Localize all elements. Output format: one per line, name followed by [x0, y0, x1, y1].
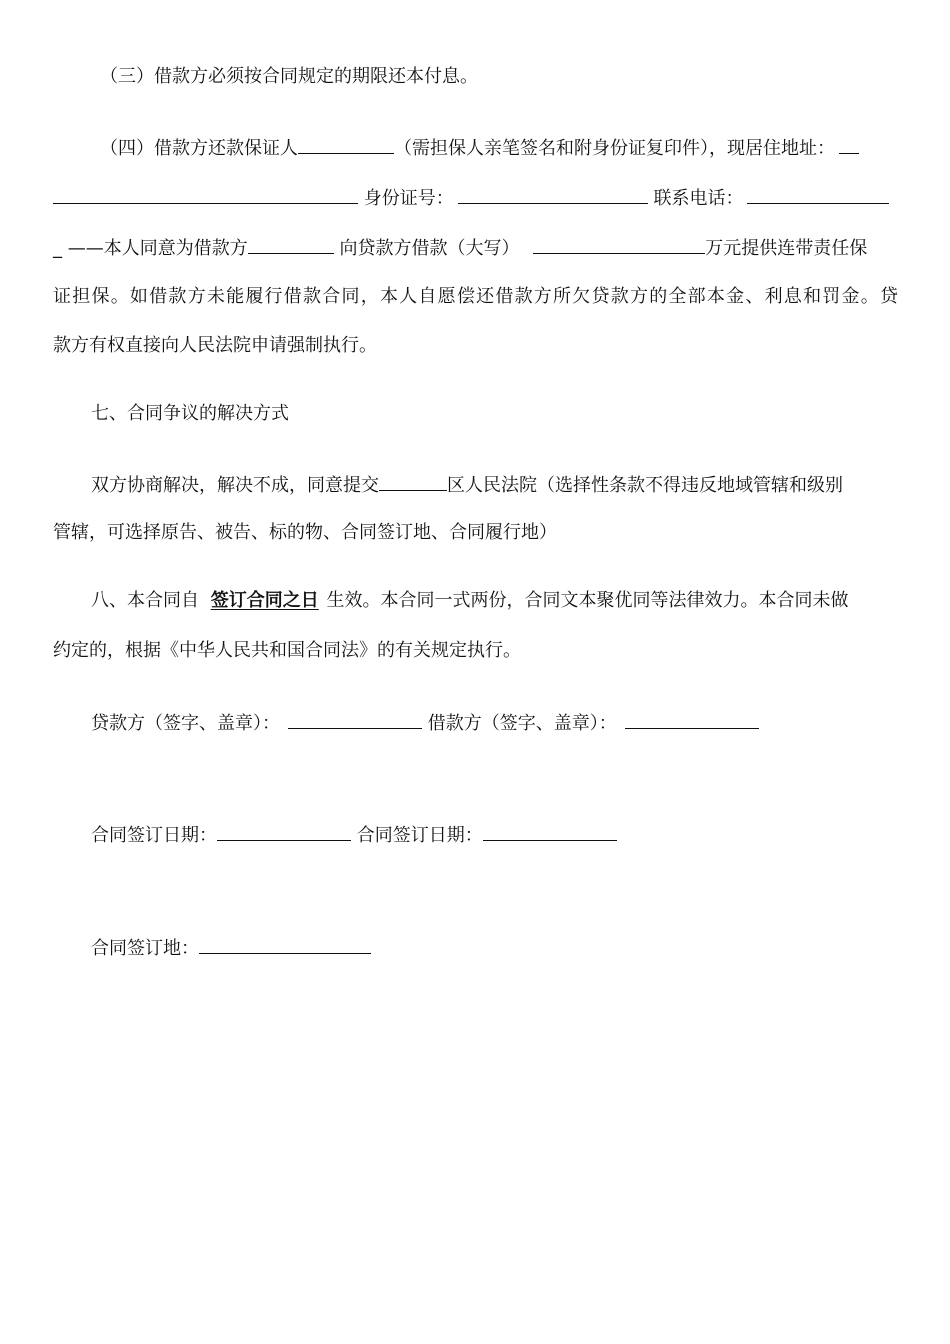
phone-label: 联系电话：	[653, 188, 744, 209]
address-blank[interactable]	[53, 183, 358, 204]
id-number-blank[interactable]	[458, 183, 648, 204]
signing-date-label-2: 合同签订日期：	[356, 825, 483, 846]
signature-row	[91, 708, 759, 734]
clause-3-text: （三）借款方必须按合同规定的期限还本付息。	[100, 66, 478, 87]
clause-4-line-5	[53, 333, 377, 359]
lender-signature-blank[interactable]	[288, 708, 422, 729]
section-7-heading	[91, 401, 289, 427]
id-number-label: 身份证号：	[363, 188, 454, 209]
effective-date-text: 签订合同之日	[210, 590, 319, 611]
lender-signature-label: 贷款方（签字、盖章）：	[91, 713, 280, 734]
address-blank-start[interactable]	[839, 133, 859, 154]
section-7-prefix: 双方协商解决，解决不成，同意提交	[91, 475, 379, 496]
clause-4-line-1	[100, 133, 859, 159]
clause-3	[100, 64, 478, 90]
underscore-mark: _	[53, 238, 62, 259]
signing-date-blank-2[interactable]	[483, 820, 617, 841]
clause-4-line-2	[53, 183, 889, 209]
clause-4-line-5-text: 款方有权直接向人民法院申请强制执行。	[53, 335, 377, 356]
clause-4-prefix: （四）借款方还款保证人	[100, 138, 298, 159]
section-8-line-2	[53, 638, 521, 664]
clause-4-line-3	[53, 233, 867, 259]
section-7-line-1	[91, 470, 843, 496]
borrow-text: 向贷款方借款（大写）	[339, 238, 520, 259]
section-7-line-2-text: 管辖，可选择原告、被告、标的物、合同签订地、合同履行地）	[53, 522, 557, 543]
borrower-blank[interactable]	[248, 233, 334, 254]
court-district-blank[interactable]	[379, 470, 447, 491]
section-7-line-2	[53, 520, 557, 546]
section-8-suffix: 生效。本合同一式两份，合同文本聚优同等法律效力。本合同未做	[326, 590, 849, 611]
borrower-signature-label: 借款方（签字、盖章）：	[427, 713, 617, 734]
borrower-signature-blank[interactable]	[625, 708, 759, 729]
signing-date-label-1: 合同签订日期：	[91, 825, 217, 846]
guarantor-name-blank[interactable]	[298, 133, 394, 154]
amount-blank[interactable]	[533, 233, 705, 254]
place-row	[91, 933, 371, 959]
section-8-line-2-text: 约定的，根据《中华人民共和国合同法》的有关规定执行。	[53, 640, 521, 661]
signing-place-label: 合同签订地：	[91, 938, 199, 959]
section-8-line-1	[91, 588, 848, 614]
consent-text: ——本人同意为借款方	[67, 238, 248, 259]
section-7-heading-text: 七、合同争议的解决方式	[91, 403, 289, 424]
date-row	[91, 820, 617, 846]
phone-blank[interactable]	[747, 183, 889, 204]
amount-suffix: 万元提供连带责任保	[705, 238, 868, 259]
clause-4-line-4: 证担保。如借款方未能履行借款合同，本人自愿偿还借款方所欠贷款方的全部本金、利息和罚金。贷	[53, 286, 898, 307]
signing-date-blank-1[interactable]	[217, 820, 351, 841]
clause-4-note: （需担保人亲笔签名和附身份证复印件），现居住地址：	[394, 138, 835, 159]
section-7-suffix: 区人民法院（选择性条款不得违反地域管辖和级别	[447, 475, 843, 496]
section-8-prefix: 八、本合同自	[91, 590, 199, 611]
signing-place-blank[interactable]	[199, 933, 371, 954]
